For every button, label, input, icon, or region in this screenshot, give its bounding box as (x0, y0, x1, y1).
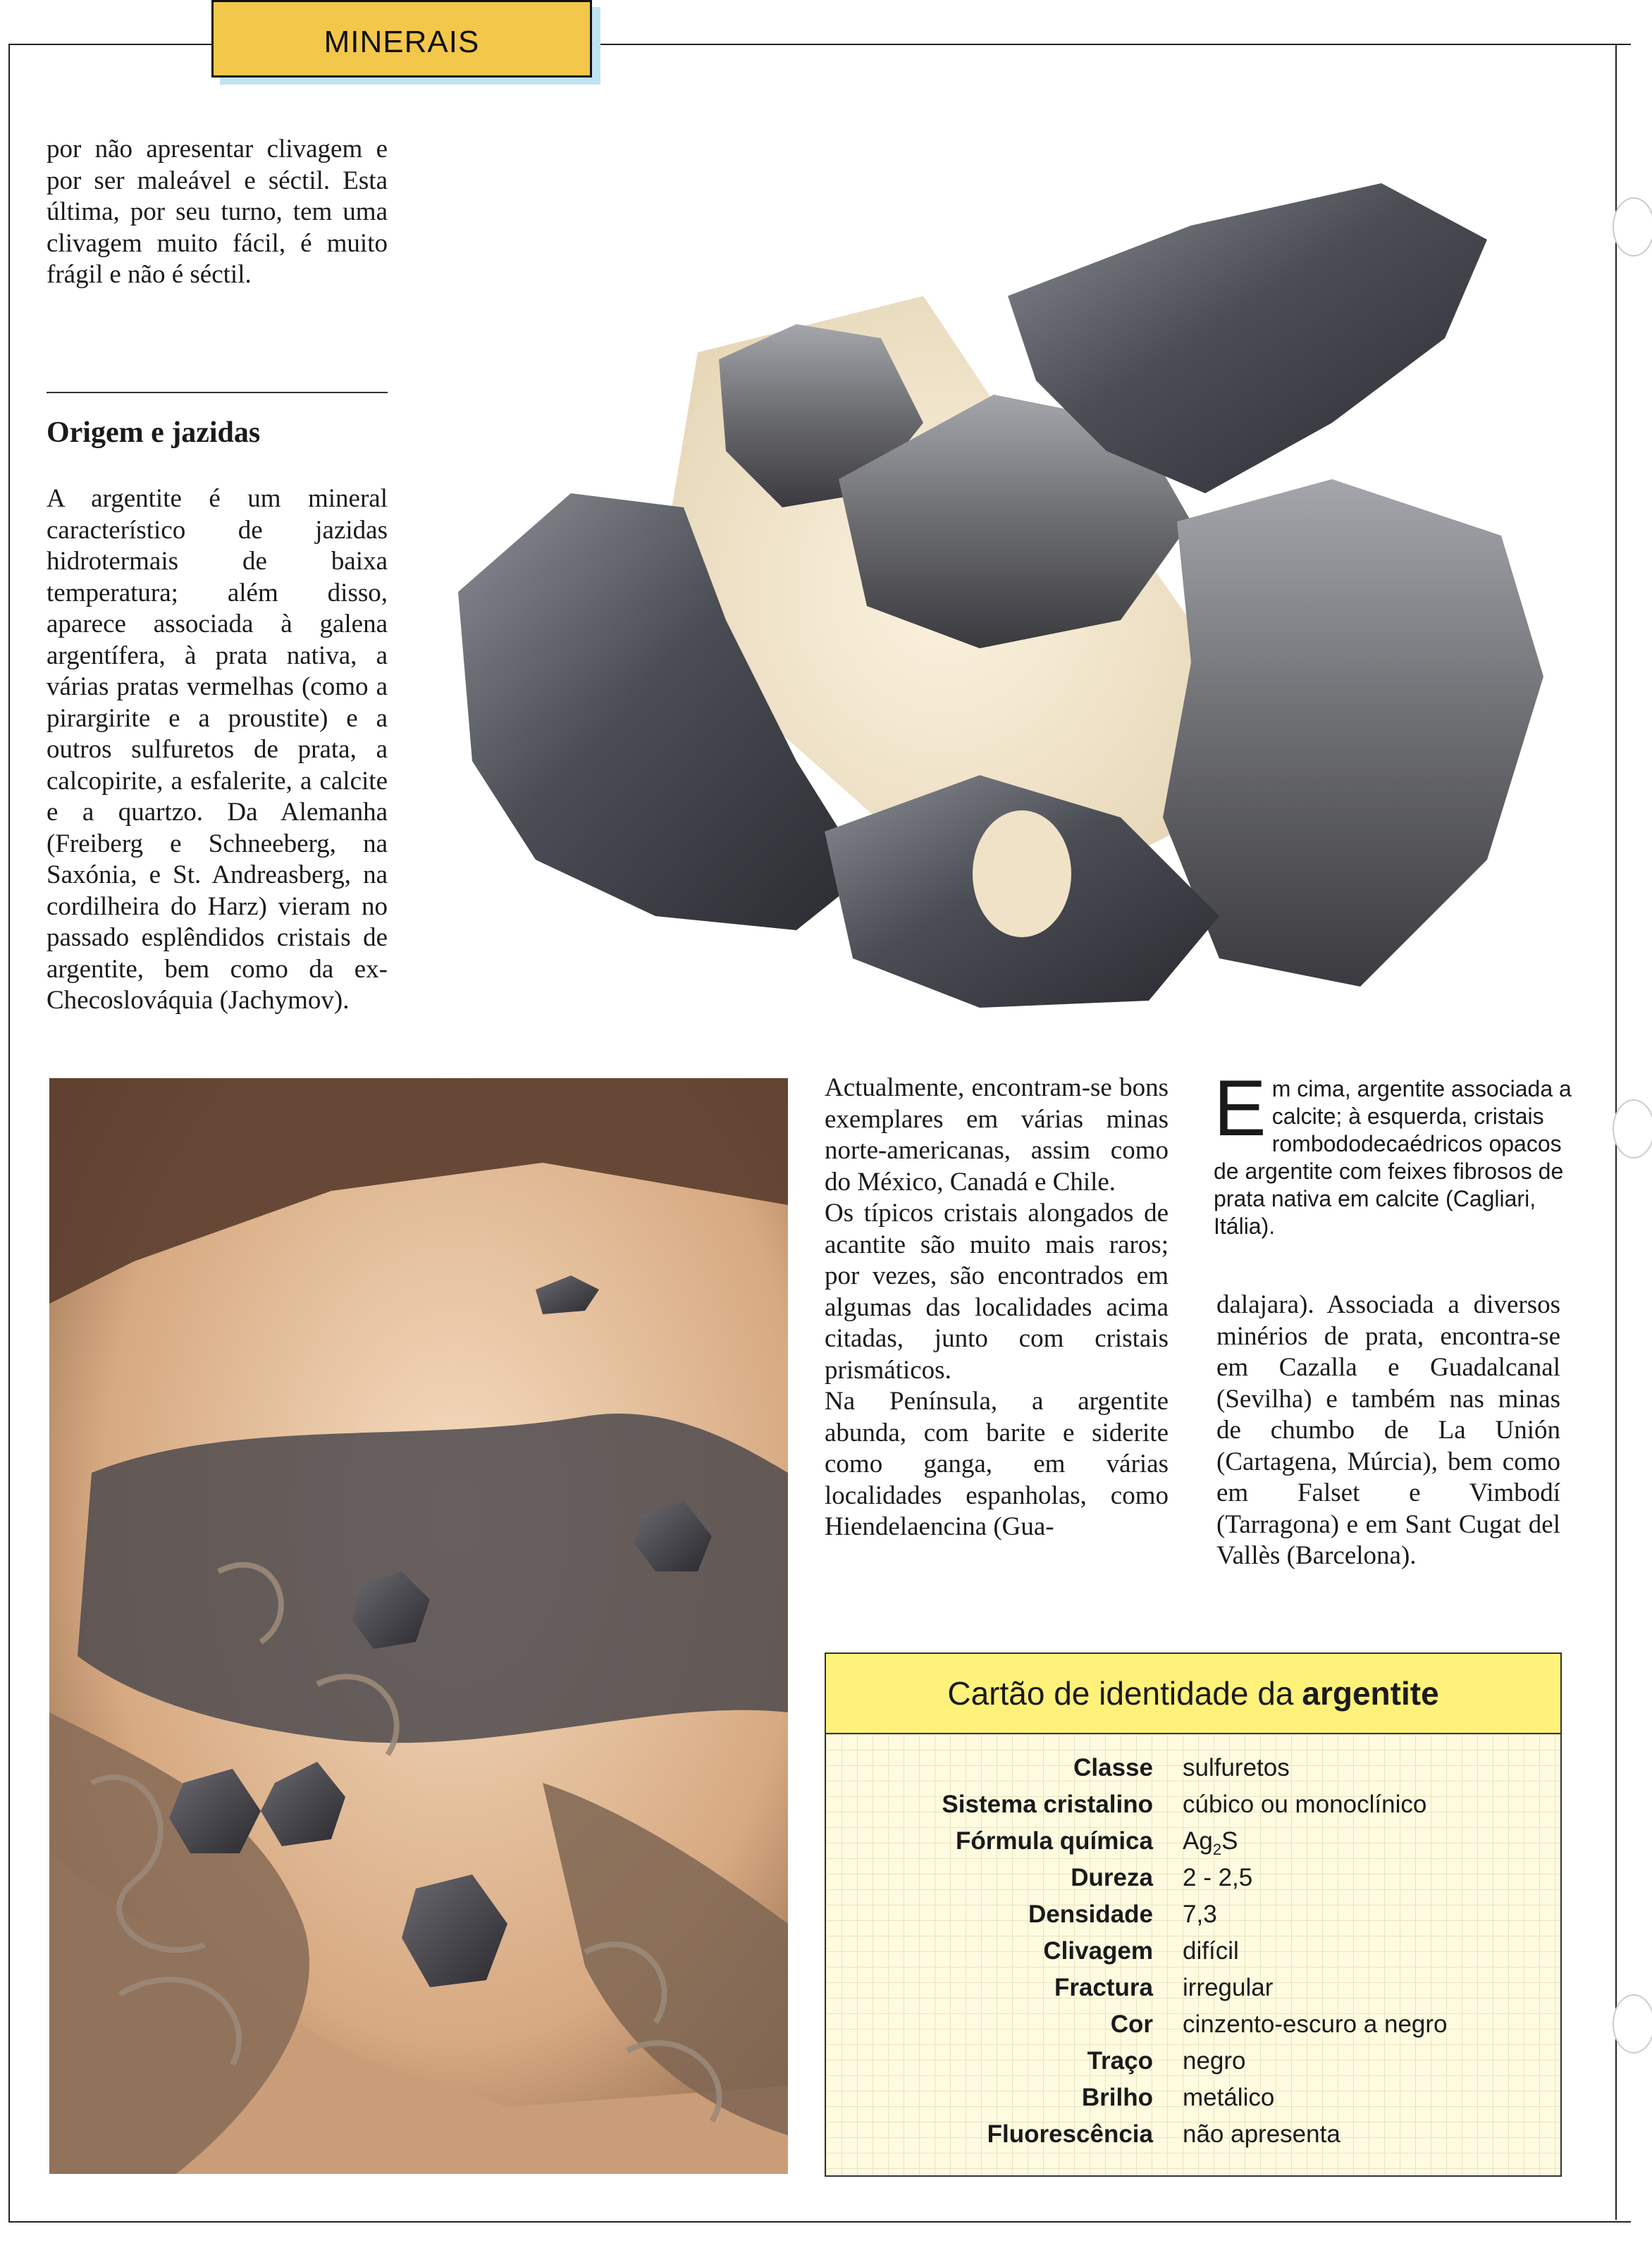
section-divider (47, 392, 388, 393)
middle-paragraph-2: Os típicos cristais alongados de acantite são muito mais raros; por vezes, são encontrados em algumas das localidades acima citadas, junto com cristais prismáticos. (825, 1199, 1169, 1385)
card-row-classe (826, 1754, 1560, 1791)
card-title-prefix: Cartão de identidade da (947, 1675, 1294, 1712)
row-label: Sistema cristalino (942, 1791, 1153, 1818)
card-row-dureza (826, 1864, 1560, 1901)
row-label: Fluorescência (987, 2120, 1153, 2148)
section-label: MINERAIS (323, 25, 480, 59)
row-label: Fórmula química (955, 1827, 1153, 1855)
calcite-inclusion (973, 810, 1071, 937)
binder-hole-middle (1613, 1099, 1652, 1158)
argentite-crystal-right (1163, 479, 1543, 987)
middle-paragraph-3: Na Península, a argentite abunda, com barite e siderite como ganga, em várias localidades espanholas, como Hiendelaencina (Gua- (825, 1387, 1169, 1541)
middle-text-block (825, 1073, 1169, 1543)
photo-caption (1214, 1064, 1573, 1240)
row-value: negro (1183, 2047, 1246, 2075)
identity-card (825, 1652, 1562, 2177)
row-label: Clivagem (1043, 1937, 1153, 1965)
section-heading: Origem e jazidas (47, 416, 261, 449)
origin-paragraph: A argentite é um mineral característico de jazidas hidrotermais de baixa temperatura; além disso, aparece associada à galena argentífera, à prata nativa, a várias pratas vermelhas (como a pirargirite e a proustite) e a outros sulfuretos de prata, a calcopirite, a esfalerite, a calcite e a quartzo. Da Alemanha (Freiberg e Schneeberg, na Saxónia, e St. Andreasberg, na cordilheira do Harz) vieram no passado esplêndidos cristais de argentite, bem como da ex-Checoslováquia (Jachymov). (47, 484, 388, 1015)
card-row-densidade (826, 1901, 1560, 1937)
card-row-clivagem (826, 1937, 1560, 1974)
intro-text-block (47, 134, 388, 291)
row-label: Dureza (1071, 1864, 1153, 1891)
native-silver-photo (49, 1078, 788, 2174)
origin-text-block (47, 483, 388, 1017)
row-label: Cor (1110, 2010, 1153, 2038)
intro-paragraph: por não apresentar clivagem e por ser maleável e séctil. Esta última, por seu turno, tem uma clivagem muito fácil, é muito frágil e não é séctil. (47, 135, 388, 289)
card-title-mineral: argentite (1302, 1675, 1439, 1712)
identity-card-title (826, 1654, 1560, 1734)
row-value: cinzento-escuro a negro (1183, 2010, 1448, 2038)
argentite-calcite-photo (430, 127, 1558, 1029)
row-value: difícil (1183, 1937, 1239, 1965)
formula-base: Ag (1183, 1827, 1213, 1855)
caption-drop-cap: E (1214, 1064, 1266, 1152)
card-row-traco (826, 2047, 1560, 2084)
row-label: Densidade (1028, 1901, 1153, 1928)
row-label: Fractura (1054, 1974, 1153, 2001)
row-label: Classe (1073, 1754, 1153, 1781)
row-value: 7,3 (1183, 1901, 1217, 1928)
card-row-brilho (826, 2084, 1560, 2120)
card-row-formula (826, 1827, 1560, 1864)
row-value-formula (1183, 1827, 1238, 1859)
formula-tail: S (1221, 1827, 1238, 1855)
caption-text: m cima, argentite associada a calcite; à esquerda, cristais rombododecaédricos opacos de argentite com feixes fibrosos de prata nativa em calcite (Cagliari, Itália). (1214, 1076, 1572, 1239)
binder-hole-bottom (1613, 1994, 1652, 2053)
right-paragraph: dalajara). Associada a diversos minérios de prata, encontra-se em Cazalla e Guadalcanal (Sevilha) e também nas minas de chumbo de La Unión (Cartagena, Múrcia), bem como em Falset e Vimbodí (Tarragona) e em Sant Cugat del Vallès (Barcelona). (1216, 1290, 1560, 1570)
row-value: cúbico ou monoclínico (1183, 1791, 1427, 1818)
binder-hole-top (1613, 197, 1652, 257)
identity-card-body (826, 1734, 1560, 2175)
card-row-fractura (826, 1974, 1560, 2010)
right-text-block (1216, 1290, 1560, 1572)
row-label: Brilho (1081, 2084, 1153, 2111)
card-row-sistema (826, 1791, 1560, 1827)
middle-paragraph-1: Actualmente, encontram-se bons exemplares em várias minas norte-americanas, assim como do México, Canadá e Chile. (825, 1073, 1169, 1197)
row-value: irregular (1183, 1974, 1274, 2001)
formula-subscript: 2 (1212, 1841, 1222, 1858)
row-value: metálico (1183, 2084, 1275, 2111)
row-value: não apresenta (1183, 2120, 1340, 2148)
row-label: Traço (1087, 2047, 1153, 2075)
row-value: sulfuretos (1183, 1754, 1290, 1781)
card-row-fluorescencia (826, 2120, 1560, 2157)
card-row-cor (826, 2010, 1560, 2047)
row-value: 2 - 2,5 (1183, 1864, 1253, 1891)
